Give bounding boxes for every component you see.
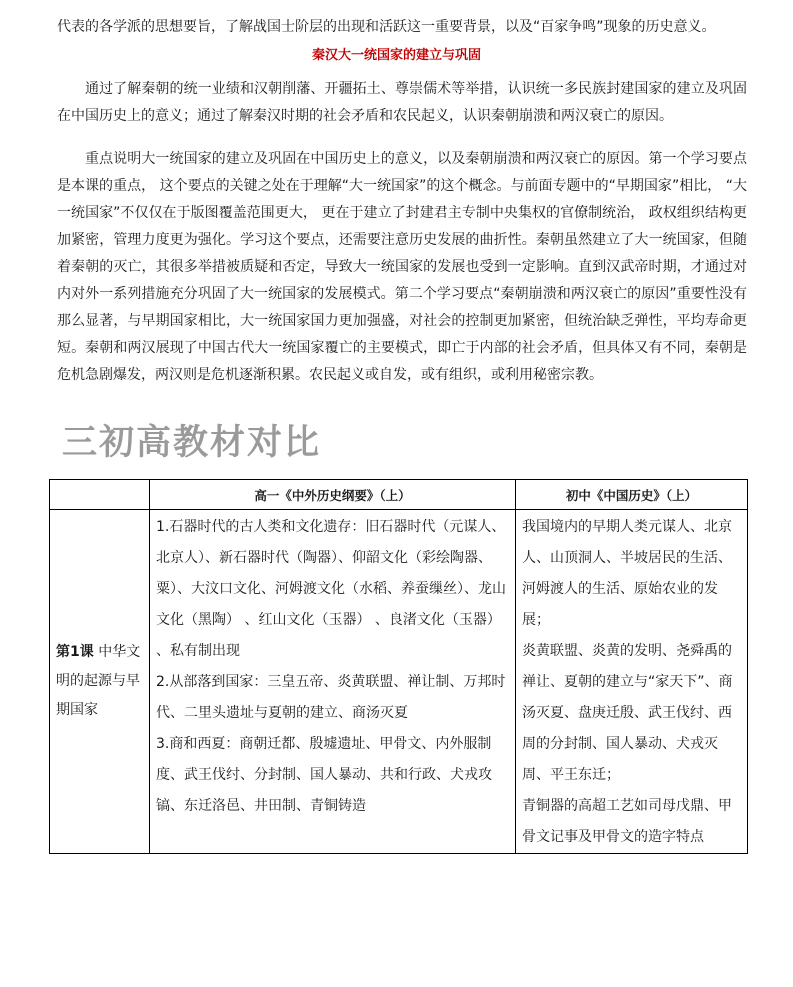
section-paragraph-1: 通过了解秦朝的统一业绩和汉朝削藩、开疆拓土、尊崇儒术等举措，认识统一多民族封建国家的建立及巩固在中国历史上的意义；通过了解秦汉时期的社会矛盾和农民起义，认识秦朝崩溃和两汉衰亡的原因。 (57, 81, 747, 124)
high-school-cell (150, 510, 516, 854)
table-row (50, 510, 748, 854)
header-cell-middle-school: 初中《中国历史》（上） (516, 480, 748, 510)
header-cell-high-school: 高一《中外历史纲要》（上） (150, 480, 516, 510)
lesson-title: 中华文明的起源与早期国家 (56, 644, 141, 718)
table-header-row (50, 480, 748, 510)
middle-school-item: 炎黄联盟、炎黄的发明、尧舜禹的禅让、夏朝的建立与“家天下”、商汤灭夏、盘庚迁殷、武王伐纣、西周的分封制、国人暴动、犬戎灭周、平王东迁； (522, 643, 733, 783)
section-paragraph-2: 重点说明大一统国家的建立及巩固在中国历史上的意义，以及秦朝崩溃和两汉衰亡的原因。第一个学习要点是本课的重点， 这个要点的关键之处在于理解“大一统国家”的这个概念。与前面专题中的“早期国家”相比， “大一统国家”不仅仅在于版图覆盖范围更大， 更在于建立了封建君主专制中央集权的官僚制统治， 政权组织结构更加紧密，管理力度更为强化。学习这个要点，还需要注意历史发展的曲折性。秦朝虽然建立了大一统国家，但随着秦朝的灭亡，其很多举措被质疑和否定，导致大一统国家的发展也受到一定影响。直到汉武帝时期，才通过对内对外一系列措施充分巩固了大一统国家的发展模式。第二个学习要点“秦朝崩溃和两汉衰亡的原因”重要性没有那么显著，与早期国家相比，大一统国家国力更加强盛，对社会的控制更加紧密，但统治缺乏弹性，平均寿命更短。秦朝和两汉展现了中国古代大一统国家覆亡的主要模式，即亡于内部的社会矛盾，但具体又有不同，秦朝是危机急剧爆发，两汉则是危机逐渐积累。农民起义或自发，或有组织，或利用秘密宗教。 (57, 151, 747, 383)
comparison-heading: 三初高教材对比 (62, 423, 322, 463)
middle-school-cell (516, 510, 748, 854)
header-cell-lesson (50, 480, 150, 510)
high-school-item: 2.从部落到国家：三皇五帝、炎黄联盟、禅让制、万邦时代、二里头遗址与夏朝的建立、商汤灭夏 (156, 674, 506, 721)
section-title: 秦汉大一统国家的建立与巩固 (311, 48, 481, 63)
lesson-cell (50, 510, 150, 854)
middle-school-item: 我国境内的早期人类元谋人、北京人、山顶洞人、半坡居民的生活、河姆渡人的生活、原始农业的发展； (522, 519, 732, 628)
high-school-item: 1.石器时代的古人类和文化遗存：旧石器时代（元谋人、北京人）、新石器时代（陶器）、仰韶文化（彩绘陶器、粟）、大汶口文化、河姆渡文化（水稻、养蚕缫丝）、龙山文化（黑陶） 、红山文化（玉器） 、良渚文化（玉器） 、私有制出现 (156, 519, 506, 659)
intro-tail-paragraph: 代表的各学派的思想要旨，了解战国士阶层的出现和活跃这一重要背景，以及“百家争鸣”现象的历史意义。 (57, 19, 716, 35)
lesson-label: 第1课 (56, 644, 94, 660)
middle-school-item: 青铜器的高超工艺如司母戊鼎、甲骨文记事及甲骨文的造字特点 (522, 798, 732, 845)
high-school-item: 3.商和西夏：商朝迁都、殷墟遗址、甲骨文、内外服制度、武王伐纣、分封制、国人暴动、共和行政、犬戎攻镐、东迁洛邑、井田制、青铜铸造 (156, 736, 492, 814)
comparison-table (49, 479, 748, 854)
